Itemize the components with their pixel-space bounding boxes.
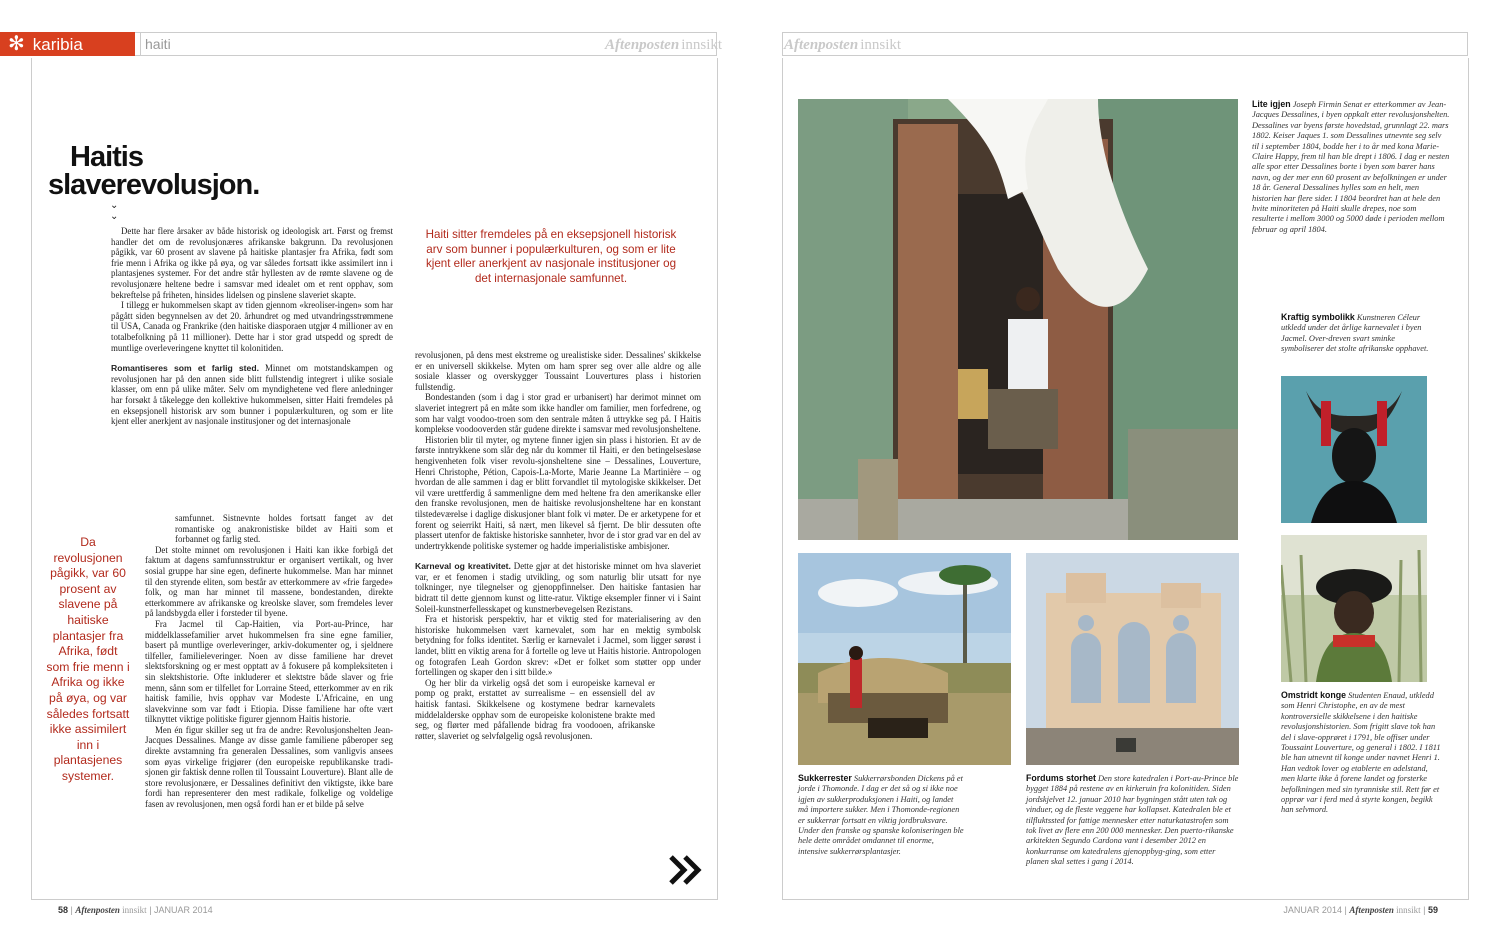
paragraph: Dette har flere årsaker av både historisk og ideologisk art. Først og fremst handler det om de revolusjonæres afrikanske bakgrunn. Da revolusjonen pågikk, var 60 prosent av slavene på haitiske plantasjer fra Afrika, født som frie menn i Afrika og ikke på øya, og var således fortsatt ikke assimilert inn i plantasjenes systemer. For det andre står hyllesten av de rømte slavene og de revolusjonære heltene bedre i samsvar med idealet om et rent opphav, som bekreftelse på friheten, hinsides lidelsen og pinslene slaveriet skapte. [111,226,393,300]
paragraph: Fra Jacmel til Cap-Haitien, via Port-au-Prince, har middelklassefamilier arvet hukommelsen fra sine egne familier, basert på muntlige overleveringer, arkiv-dokumenter og, i sjeldnere tilfeller, familieleveringer. Noen av disse familiene har drevet slektsforskning og er mest opptatt av å fokusere på kompleksiteten i sin slektshistorie. Ofte inkluderer et slektstre både slaver og frie menn, sånn som er tilfellet for Lorraine Steed, etterkommer av en rik haitisk familie, hvis opphav var Modeste L'Africaine, en ung slavekvinne som var født i Etiopia. Disse familiene har ofte vært tilknyttet viktige politiske figurer gjennom Haitis historie. [145,618,393,725]
caption-title: Fordums storhet [1026,773,1096,783]
paragraph: samfunnet. Sistnevnte holdes fortsatt fanget av det romantiske og anakronistiske bildet av Haiti som et forbannet og farlig sted. [175,513,393,545]
page-number-right: 59 [1427,905,1438,915]
pull-quote-top: Haiti sitter fremdeles på en eksepsjonell historisk arv som bunner i populærkulturen, og som er lite kjent eller anerkjent av nasjonale institusjoner og det internasjonale samfunnet. [425,228,677,285]
photo-horned-mask [1281,376,1427,523]
caption-text: Studenten Enaud, utkledd som Henri Christophe, en av de mest kontroversielle skikkelsene i den haitiske revolusjonshistorien. Som frigitt slave tok han del i slave-opprøret i 1791, ble offiser under Toussaint Louverture, og general i 1802. I 1811 ble han utnevnt til konge under navnet Henri 1. Han vedtok lover og etablerte en adelstand, men klarte ikke å forene landet og forsterke befolkningen med sin tyranniske stil. Rett før et opprør var i ferd med å styrte kongen, begikk han selvmord. [1281,691,1441,815]
pull-quote-side: Da revolusjonen pågikk, var 60 prosent av slavene på haitiske plantasjer fra Afrika, født som frie menn i Afrika og ikke på øya, og var således fortsatt ikke assimilert inn i plantasjenes systemer. [46,535,130,783]
footer-separator: | [149,905,152,915]
masthead-logo-left [605,35,722,55]
body-column-1-wrap [145,513,393,810]
masthead-brand: Aftenposten [75,905,120,915]
caption-title: Lite igjen [1252,99,1291,109]
paragraph: Bondestanden (som i dag i stor grad er urbanisert) har derimot minnet om slaveriet integrert på en måte som ikke handler om familier, men forfedrene, og som har valgt voodoo-troen som den sentrale måten å uttrykke seg på. I Haitis komplekse voodooverden står gudene direkte i samsvar med revolusjonsheltene. [415,392,701,435]
double-chevron-down-icon: ⌄ ⌄ [110,200,119,222]
body-column-1 [111,226,393,427]
footer-separator: | [1344,905,1347,915]
footer-right [1283,905,1438,915]
body-column-2 [415,350,701,741]
footer-separator: | [1423,905,1426,915]
title-line-1: Haitis [70,141,143,173]
page-number-left: 58 [58,905,69,915]
subheading: Romantiseres som et farlig sted. [111,363,259,374]
masthead-tail: innsikt [681,37,723,53]
title-line-2: slaverevolusjon. [48,169,260,201]
masthead-tail: innsikt [1396,905,1421,915]
footer-masthead [1349,905,1420,915]
masthead-brand: Aftenposten [784,37,859,53]
caption-kraftig-symbolikk [1281,312,1439,355]
footer-left [58,905,213,915]
footer-issue: JANUAR 2014 [154,905,213,915]
caption-fordums-storhet [1026,773,1240,868]
masthead-logo-right [784,35,901,55]
section-tag [0,32,135,56]
section-label: karibia [32,35,83,54]
paragraph: Men én figur skiller seg ut fra de andre: Revolusjonshelten Jean-Jacques Dessalines. Mange av disse gamle familiene påberoper seg direkte avstamning fra generalen Dessalines, som vanligvis ansees som øyas virkelige frigjører (den europeiske republikanske tradi-sjonen gir faktisk denne rollen til Toussaint Louverture). Blant alle de store revolusjonære, er Dessalines definitivt den viktigste, ikke bare fordi han representerer den mest radikale, folkelige og voldelige fasen av revolusjonen, men også fordi han er et bilde på selve [145,724,393,810]
photo-sugarcane-farmer [798,553,1011,765]
subheading: Karneval og kreativitet. [415,561,511,572]
paragraph: revolusjonen, på dens mest ekstreme og urealistiske sider. Dessalines' skikkelse er en universell skikkelse. Myten om ham sprer seg over alle aldre og alle sosiale klasser og overskygger Toussaint Louvertures plass i historien fullstendig. [415,350,701,392]
caption-text: Sukkerrørsbonden Dickens på et jorde i Thomonde. I dag er det så og si ikke noe igjen av sukkerproduksjonen i Haiti, og landet må importere sukker. Men i Thomonde-regionen er sukkerrør fortsatt en viktig jordbruksvare. Under den franske og spanske koloniseringen ble hele dette området omdannet til enorme, intensive sukkerrørsplantasjer. [798,774,964,856]
footer-issue: JANUAR 2014 [1283,905,1342,915]
photo-cathedral-ruins [1026,553,1239,765]
paragraph [415,561,701,614]
caption-sukkerrester [798,773,964,857]
photo-doorway [798,99,1238,540]
masthead-brand: Aftenposten [605,37,680,53]
footer-masthead [75,905,146,915]
paragraph [111,363,393,427]
article-title [48,143,308,199]
caption-title: Sukkerrester [798,773,852,783]
continue-arrow-icon [667,853,707,887]
caption-text: Den store katedralen i Port-au-Prince ble bygget 1884 på restene av en kirkeruin fra kolonitiden. Siden jordskjelvet 12. januar 2010 har bygningen stått uten tak og vinduer, og de fleste veggene har kollapset. Katedralen ble et tilfluktssted for fattige mennesker etter naturkatastrofen som tok livet av flere enn 200 000 mennesker. Den puerto-rikanske arkitekten Segundo Cardona vant i desember 2012 en konkurranse om katedralens gjenoppbyg-ging, som etter planen skal settes i gang i 2014. [1026,774,1239,867]
caption-omstridt-konge [1281,690,1441,816]
caption-title: Omstridt konge [1281,690,1347,700]
paragraph: Det stolte minnet om revolusjonen i Haiti kan ikke forbigå det faktum at dagens samfunnsstruktur er organisert vertikalt, og hver sosial gruppe har sine egen, definerte hukommelse. Man har minnet til den styrende eliten, som består av etterkommere av «frie fargede» folk, og man har minnet til massene, bondestanden, direkte etterkommere av afrikanske og kreolske slaver, som fremdeles lever på landsbygda eller i forsteder til byene. [145,544,393,619]
footer-separator: | [70,905,73,915]
asterisk-icon: ✻ [8,33,25,55]
caption-text: Kunstneren Céleur utkledd under det årlige karnevalet i byen Jacmel. Over-dreven svart sminke symboliserer det stolte afrikanske opphavet. [1281,313,1429,354]
paragraph-text: Dette gjør at det historiske minnet om hva slaveriet var, er et fenomen i stadig utvikling, og som naturlig blir utsatt for nye tolkninger, nye tilegnelser og gjenoppfinnelser. Den haitiske fantasien har bidratt til dette gjennom kunst og litte-ratur. Viktige eksempler finner vi i Saint Soleil-kunstnerfellesskapet og kunstnerbevegelsen Rezistans. [415,561,702,614]
paragraph: Historien blir til myter, og mytene finner igjen sin plass i historien. Et av de første inntrykkene som slår deg når du kommer til Haiti, er den betingelsesløse hengivenheten folk viser revolu-sjonsheltene sine – Dessalines, Louverture, Henri Christophe, Pétion, Capois-La-Morte, Marie Jeanne La Martinière – og hvordan de alle sammen i dag er blitt forvandlet til mytologiske skikkelser. Det vil være urettferdig å sammenligne dem med heltene fra den amerikanske eller den franske revolusjonen, men de haitiske revolusjonsheltene har en konstant tilstedeværelse i daglige diskusjoner blant folk vi møter. De er arketypene for et forent og seierrikt Haiti, så nært, men likevel så fjernt. De blir dessuten ofte plassert utenfor de faktiske historiske sannheter, hvor de i stor grad var en del av undertrykkende politiske systemer og hadde imperialistiske ambisjoner. [415,434,701,551]
paragraph-text: Minnet om motstandskampen og revolusjonen har på den annen side blitt fullstendig integrert i ulike sosiale klasser, om enn på ulike måter. Selv om myndighetene ved flere anledninger har forsøkt å tåkelegge den kollektive hukommelsen, sitter Haiti fremdeles på en eksepsjonell historisk arv som bunner i populærkulturen, og som er lite kjent eller anerkjent av nasjonale institusjoner og det internasjonale [111,363,393,427]
paragraph: Fra et historisk perspektiv, har et viktig sted for materialisering av den historiske hukommelsen vært karnevalet, som har en mektig symbolsk betydning for folks identitet. Særlig er karnevalet i Jacmel, som ligger sørøst i landet, blitt en viktig arena for å fortelle og leve ut Haitis historie. Antropologen og fotografen Leah Gordon skrev: «Det er folket som støtter opp under fortellingen og skaper den i sitt bilde.» [415,614,701,678]
caption-text: Joseph Firmin Senat er etterkommer av Jean-Jacques Dessalines, i byen oppkalt etter revolusjonshelten. Dessalines var byens første hovedstad, grunnlagt 22. mars 1802. Keiser Jaques 1. som Dessalines utnevnte seg selv til i september 1804, bodde her i to år med kona Marie-Claire Happy, frem til han ble drept i 1806. I dag er nesten alle spor etter Dessalines borte i byen som bærer hans navn, og der mer enn 60 prosent av befolkningen er under 18 år. General Dessalines hylles som en helt, men historien har flere sider. I 1804 beordret han at hele den hvite minoriteten på Haiti skulle drepes, noe som resulterte i mellom 3000 og 5000 døde i perioden mellom februar og april 1804. [1252,100,1450,234]
subsection-tag: haiti [140,32,175,56]
paragraph: I tillegg er hukommelsen skapt av tiden gjennom «kreoliser-ingen» som har pågått siden begynnelsen av det 20. århundret og med utvandringsstrømmene til USA, Canada og Frankrike (den haitiske diasporaen utgjør 4 millioner av en totalbefolkning på 11 millioner). Dette har i stor grad utspedd og spredt de muntlige overleveringene knyttet til kolonitiden. [111,300,393,353]
paragraph: Og her blir da virkelig også det som i europeiske karneval er pomp og prakt, erstattet av surrealisme – en essensiell del av haitisk fantasi. Skikkelsene og kostymene bedrar karnevalets middelalderske opphav som de europeiske kolonistene brakte med seg, og flørter med påfallende bidrag fra voodooen, afrikanske røtter, slaveriet og selvfølgelig også revolusjonen. [415,677,655,741]
caption-lite-igjen [1252,99,1450,235]
masthead-tail: innsikt [122,905,147,915]
masthead-tail: innsikt [860,37,902,53]
masthead-brand: Aftenposten [1349,905,1394,915]
caption-title: Kraftig symbolikk [1281,312,1355,322]
photo-henri-christophe [1281,535,1427,682]
